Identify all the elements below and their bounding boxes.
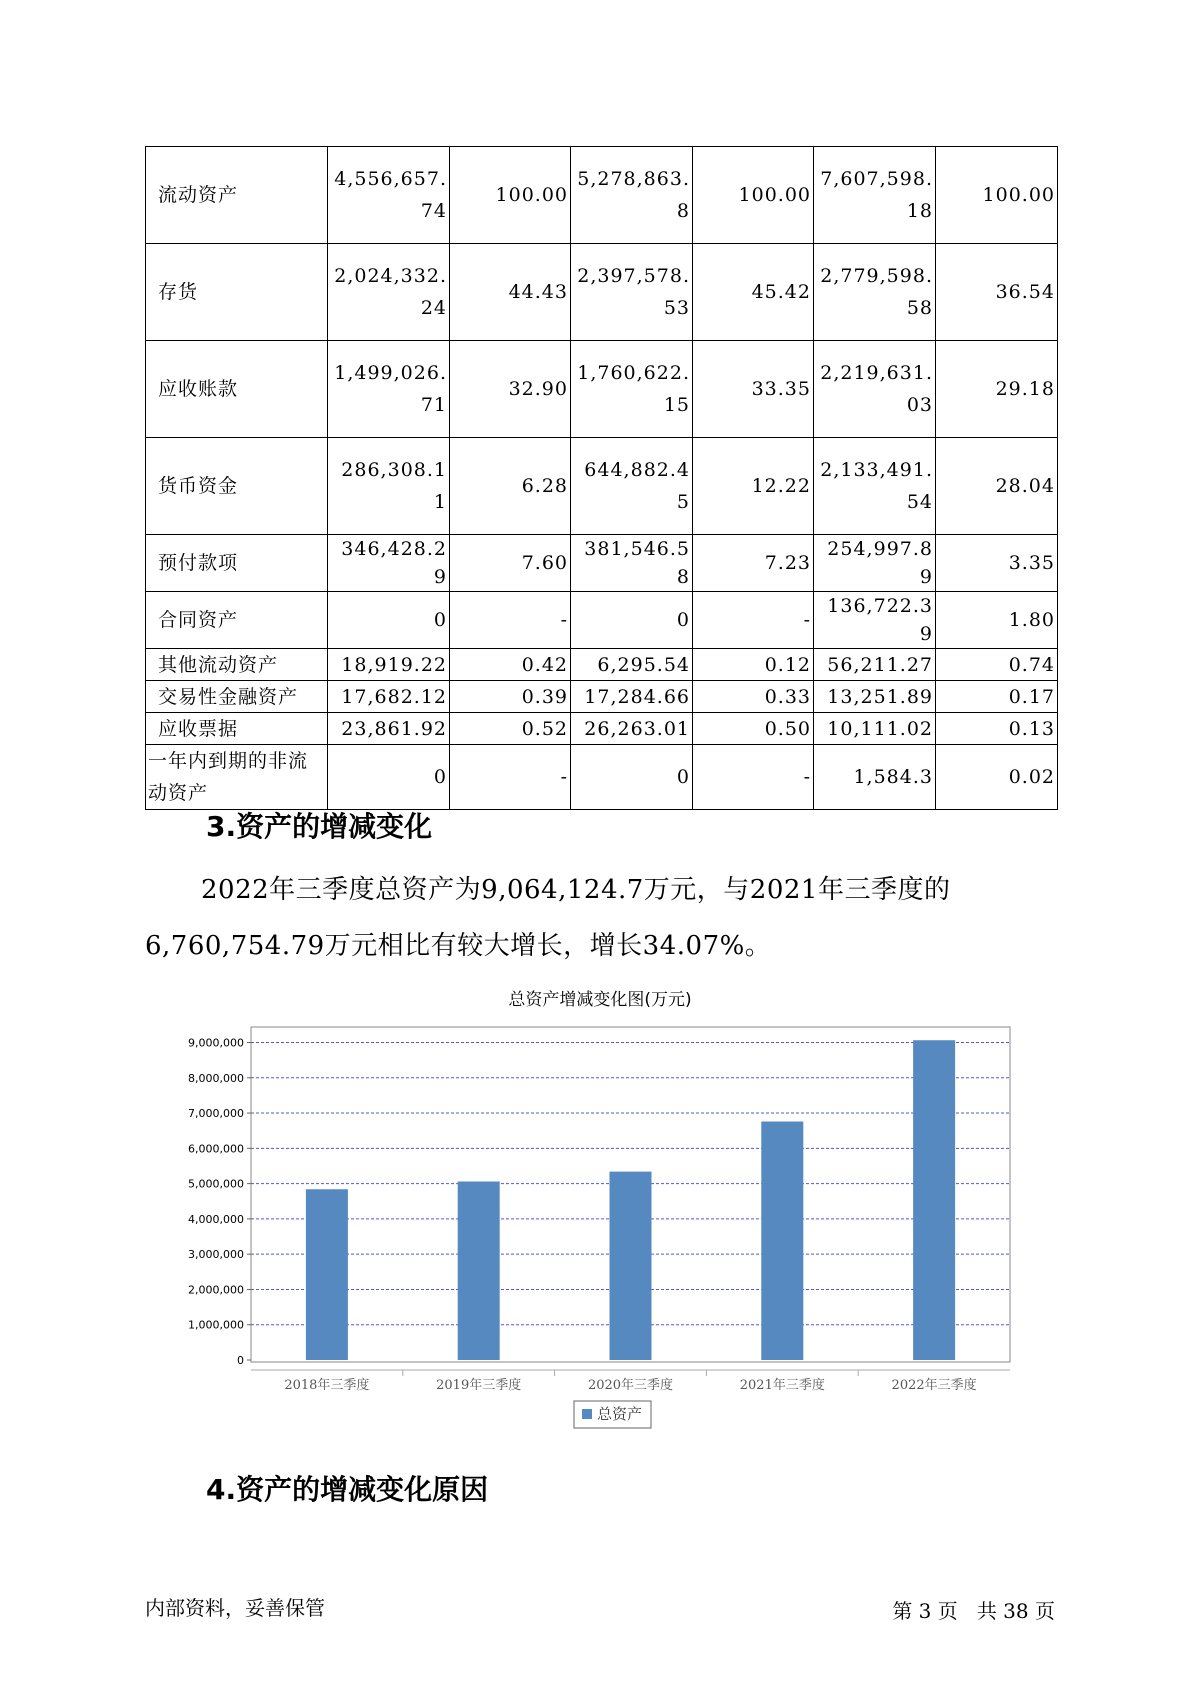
- amount-cell: 2,219,631.03: [814, 341, 936, 438]
- percent-cell: 0.50: [693, 713, 814, 745]
- row-label: 应收账款: [146, 341, 328, 438]
- amount-cell: 2,133,491.54: [814, 438, 936, 535]
- row-label: 交易性金融资产: [146, 681, 328, 713]
- percent-cell: 100.00: [450, 147, 571, 244]
- current-assets-table: [145, 146, 1058, 810]
- row-label: 一年内到期的非流动资产: [146, 745, 328, 810]
- amount-cell: 0: [571, 592, 693, 649]
- amount-cell: 1,760,622.15: [571, 341, 693, 438]
- amount-cell: 18,919.22: [328, 649, 450, 681]
- percent-cell: -: [450, 745, 571, 810]
- y-tick-label: 3,000,000: [188, 1248, 244, 1262]
- percent-cell: 0.33: [693, 681, 814, 713]
- row-label: 流动资产: [146, 147, 328, 244]
- table-row: [146, 713, 1058, 745]
- percent-cell: 45.42: [693, 244, 814, 341]
- percent-cell: 28.04: [936, 438, 1058, 535]
- table-row: [146, 244, 1058, 341]
- amount-cell: 2,397,578.53: [571, 244, 693, 341]
- footer-confidential-note: 内部资料，妥善保管: [145, 1596, 325, 1620]
- row-label: 货币资金: [146, 438, 328, 535]
- percent-cell: 0.12: [693, 649, 814, 681]
- x-category-label: 2018年三季度: [284, 1378, 370, 1393]
- amount-cell: 10,111.02: [814, 713, 936, 745]
- percent-cell: 32.90: [450, 341, 571, 438]
- amount-cell: 17,284.66: [571, 681, 693, 713]
- table-row: [146, 592, 1058, 649]
- percent-cell: 0.39: [450, 681, 571, 713]
- amount-cell: 0: [328, 592, 450, 649]
- bar: [761, 1121, 803, 1360]
- row-label: 合同资产: [146, 592, 328, 649]
- table-row: [146, 649, 1058, 681]
- amount-cell: 13,251.89: [814, 681, 936, 713]
- amount-cell: 644,882.45: [571, 438, 693, 535]
- table-row: [146, 745, 1058, 810]
- amount-cell: 4,556,657.74: [328, 147, 450, 244]
- x-category-label: 2019年三季度: [436, 1378, 522, 1393]
- percent-cell: 3.35: [936, 535, 1058, 592]
- amount-cell: 0: [571, 745, 693, 810]
- amount-cell: 2,779,598.58: [814, 244, 936, 341]
- section-3-heading: 3.资产的增减变化: [206, 810, 433, 843]
- y-tick-label: 5,000,000: [188, 1177, 244, 1191]
- percent-cell: 100.00: [936, 147, 1058, 244]
- y-tick-label: 7,000,000: [188, 1107, 244, 1121]
- y-tick-label: 0: [237, 1354, 244, 1367]
- paragraph-text: 2022年三季度总资产为9,064,124.7万元，与2021年三季度的6,760,754.79万元相比有较大增长，增长34.07%。: [145, 875, 951, 961]
- y-tick-label: 2,000,000: [188, 1283, 244, 1297]
- percent-cell: 6.28: [450, 438, 571, 535]
- amount-cell: 17,682.12: [328, 681, 450, 713]
- chart-title: 总资产增减变化图(万元): [508, 990, 692, 1010]
- amount-cell: 5,278,863.8: [571, 147, 693, 244]
- amount-cell: 1,584.3: [814, 745, 936, 810]
- footer-page-number: 第 3 页 共 38 页: [892, 1599, 1055, 1623]
- x-category-label: 2022年三季度: [891, 1378, 977, 1393]
- table-row: [146, 438, 1058, 535]
- percent-cell: -: [450, 592, 571, 649]
- row-label: 应收票据: [146, 713, 328, 745]
- percent-cell: 0.74: [936, 649, 1058, 681]
- percent-cell: 0.52: [450, 713, 571, 745]
- amount-cell: 0: [328, 745, 450, 810]
- y-tick-label: 8,000,000: [188, 1071, 244, 1085]
- table-row: [146, 535, 1058, 592]
- x-category-label: 2020年三季度: [587, 1378, 674, 1393]
- section-3-paragraph: [145, 862, 1055, 974]
- percent-cell: 7.23: [693, 535, 814, 592]
- percent-cell: 12.22: [693, 438, 814, 535]
- amount-cell: 2,024,332.24: [328, 244, 450, 341]
- amount-cell: 56,211.27: [814, 649, 936, 681]
- amount-cell: 346,428.29: [328, 535, 450, 592]
- total-assets-bar-chart: [150, 985, 1030, 1440]
- percent-cell: 7.60: [450, 535, 571, 592]
- y-tick-label: 6,000,000: [188, 1142, 244, 1156]
- y-tick-label: 4,000,000: [188, 1212, 244, 1226]
- amount-cell: 286,308.11: [328, 438, 450, 535]
- percent-cell: -: [693, 592, 814, 649]
- percent-cell: 33.35: [693, 341, 814, 438]
- amount-cell: 26,263.01: [571, 713, 693, 745]
- percent-cell: 0.17: [936, 681, 1058, 713]
- bar: [610, 1172, 652, 1360]
- row-label: 预付款项: [146, 535, 328, 592]
- percent-cell: 0.02: [936, 745, 1058, 810]
- amount-cell: 23,861.92: [328, 713, 450, 745]
- amount-cell: 254,997.89: [814, 535, 936, 592]
- table-row: [146, 147, 1058, 244]
- percent-cell: 0.42: [450, 649, 571, 681]
- bar: [458, 1181, 500, 1360]
- x-category-label: 2021年三季度: [739, 1378, 825, 1393]
- bar: [306, 1189, 348, 1360]
- amount-cell: 136,722.39: [814, 592, 936, 649]
- percent-cell: 0.13: [936, 713, 1058, 745]
- percent-cell: 100.00: [693, 147, 814, 244]
- legend-swatch: [582, 1409, 592, 1419]
- amount-cell: 6,295.54: [571, 649, 693, 681]
- amount-cell: 1,499,026.71: [328, 341, 450, 438]
- percent-cell: 44.43: [450, 244, 571, 341]
- table-row: [146, 341, 1058, 438]
- percent-cell: 1.80: [936, 592, 1058, 649]
- amount-cell: 381,546.58: [571, 535, 693, 592]
- row-label: 其他流动资产: [146, 649, 328, 681]
- percent-cell: -: [693, 745, 814, 810]
- bar: [913, 1040, 955, 1360]
- legend-label: 总资产: [597, 1405, 643, 1423]
- percent-cell: 36.54: [936, 244, 1058, 341]
- row-label: 存货: [146, 244, 328, 341]
- percent-cell: 29.18: [936, 341, 1058, 438]
- table-row: [146, 681, 1058, 713]
- y-tick-label: 9,000,000: [188, 1036, 244, 1050]
- amount-cell: 7,607,598.18: [814, 147, 936, 244]
- y-tick-label: 1,000,000: [188, 1318, 244, 1332]
- section-4-heading: 4.资产的增减变化原因: [206, 1473, 489, 1506]
